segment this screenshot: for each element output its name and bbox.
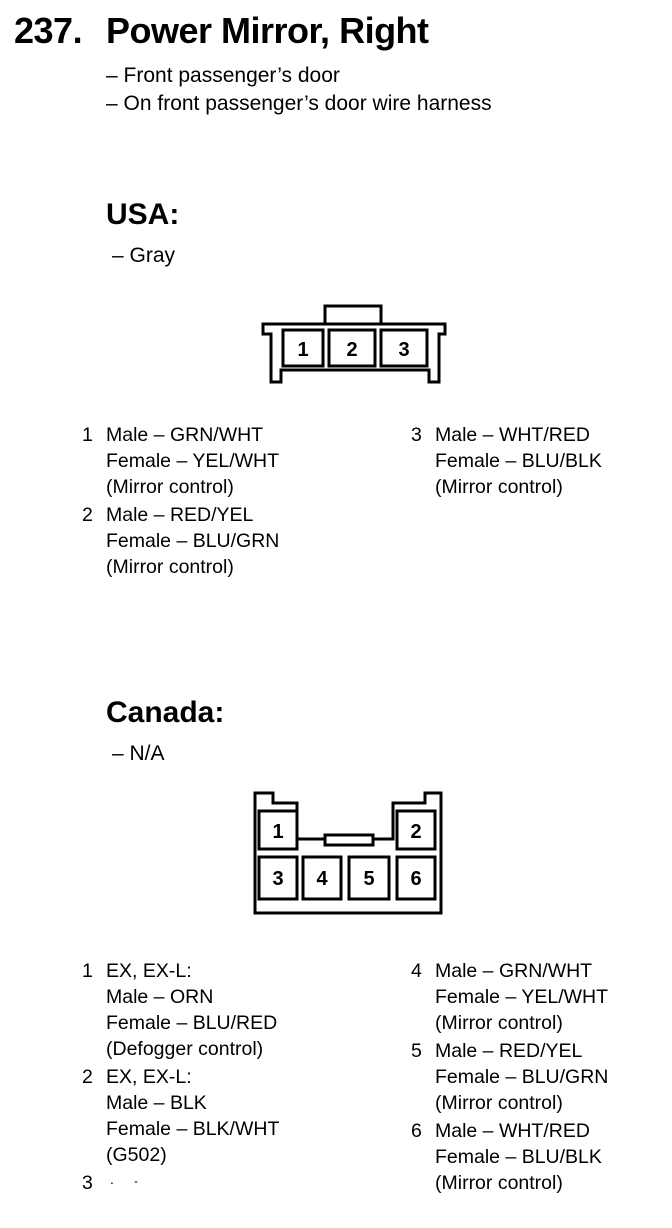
pin-male-wire: Male – ORN [106,986,214,1008]
pin-function: (Mirror control) [435,1012,563,1034]
usa-connector-latch [325,306,381,324]
usa-pin-label-1: 1 [297,339,309,361]
usa-pin-1 [82,422,382,502]
canada-pin-label-2: 2 [410,821,422,843]
pin-number: 1 [82,424,93,446]
pin-number: 4 [411,960,422,982]
pin-number: 1 [82,960,93,982]
canada-connector-color: – N/A [112,742,165,765]
canada-heading: Canada: [106,696,225,729]
pin-female-wire: Female – YEL/WHT [106,450,280,472]
canada-connector-latch [325,835,373,845]
pin-female-wire: Female – BLU/RED [106,1012,278,1034]
pin-male-wire: Male – GRN/WHT [106,424,264,446]
canada-pin-label-1: 1 [272,821,284,843]
usa-pin-label-3: 3 [398,339,410,361]
pin-male-wire: Male – RED/YEL [435,1040,583,1062]
pin-female-wire: Female – BLK/WHT [106,1118,280,1140]
pin-function: (Mirror control) [435,476,563,498]
pin-function: (Mirror control) [435,1172,563,1194]
pin-female-wire: Female – BLU/BLK [435,450,602,472]
canada-pin-label-3: 3 [272,868,284,890]
pin-function: (G502) [106,1144,167,1166]
component-number: 237. [14,10,83,51]
canada-connector-diagram [245,785,450,920]
pin-male-wire: Male – GRN/WHT [435,960,593,982]
pin-blank-mark: . [110,1171,114,1187]
pin-trim-level: EX, EX-L: [106,960,192,982]
pin-male-wire: Male – WHT/RED [435,1120,590,1142]
usa-pin-label-2: 2 [346,339,358,361]
usa-pin-3 [411,422,661,502]
canada-pin-5 [411,1038,661,1118]
pin-number: 3 [411,424,422,446]
canada-pin-label-5: 5 [363,868,375,890]
pin-female-wire: Female – BLU/GRN [106,530,280,552]
pin-trim-level: EX, EX-L: [106,1066,192,1088]
pin-male-wire: Male – WHT/RED [435,424,590,446]
canada-pin-label-6: 6 [410,868,422,890]
pin-number: 2 [82,504,93,526]
pin-female-wire: Female – BLU/BLK [435,1146,602,1168]
canada-pin-6 [411,1118,661,1198]
pin-male-wire: Male – RED/YEL [106,504,254,526]
location-line-1: – Front passenger’s door [106,64,340,87]
pin-number: 3 [82,1172,93,1194]
pin-function: (Mirror control) [106,556,234,578]
pin-male-wire: Male – BLK [106,1092,207,1114]
canada-pin-2 [82,1064,382,1170]
canada-pin-1 [82,958,382,1064]
pin-number: 2 [82,1066,93,1088]
canada-pin-label-4: 4 [316,868,328,890]
pin-function: (Defogger control) [106,1038,264,1060]
canada-pin-3 [82,1170,182,1196]
usa-pin-2 [82,502,382,582]
pin-number: 6 [411,1120,422,1142]
pin-number: 5 [411,1040,422,1062]
location-line-2: – On front passenger’s door wire harness [106,92,492,115]
pin-function: (Mirror control) [435,1092,563,1114]
pin-function: (Mirror control) [106,476,234,498]
pin-female-wire: Female – BLU/GRN [435,1066,609,1088]
pin-blank-mark: - [134,1174,138,1188]
usa-connector-color: – Gray [112,244,176,267]
component-title: Power Mirror, Right [106,10,429,51]
usa-connector-diagram [255,300,455,390]
pin-female-wire: Female – YEL/WHT [435,986,609,1008]
canada-pin-4 [411,958,661,1038]
page-title [14,10,429,52]
usa-heading: USA: [106,198,180,231]
